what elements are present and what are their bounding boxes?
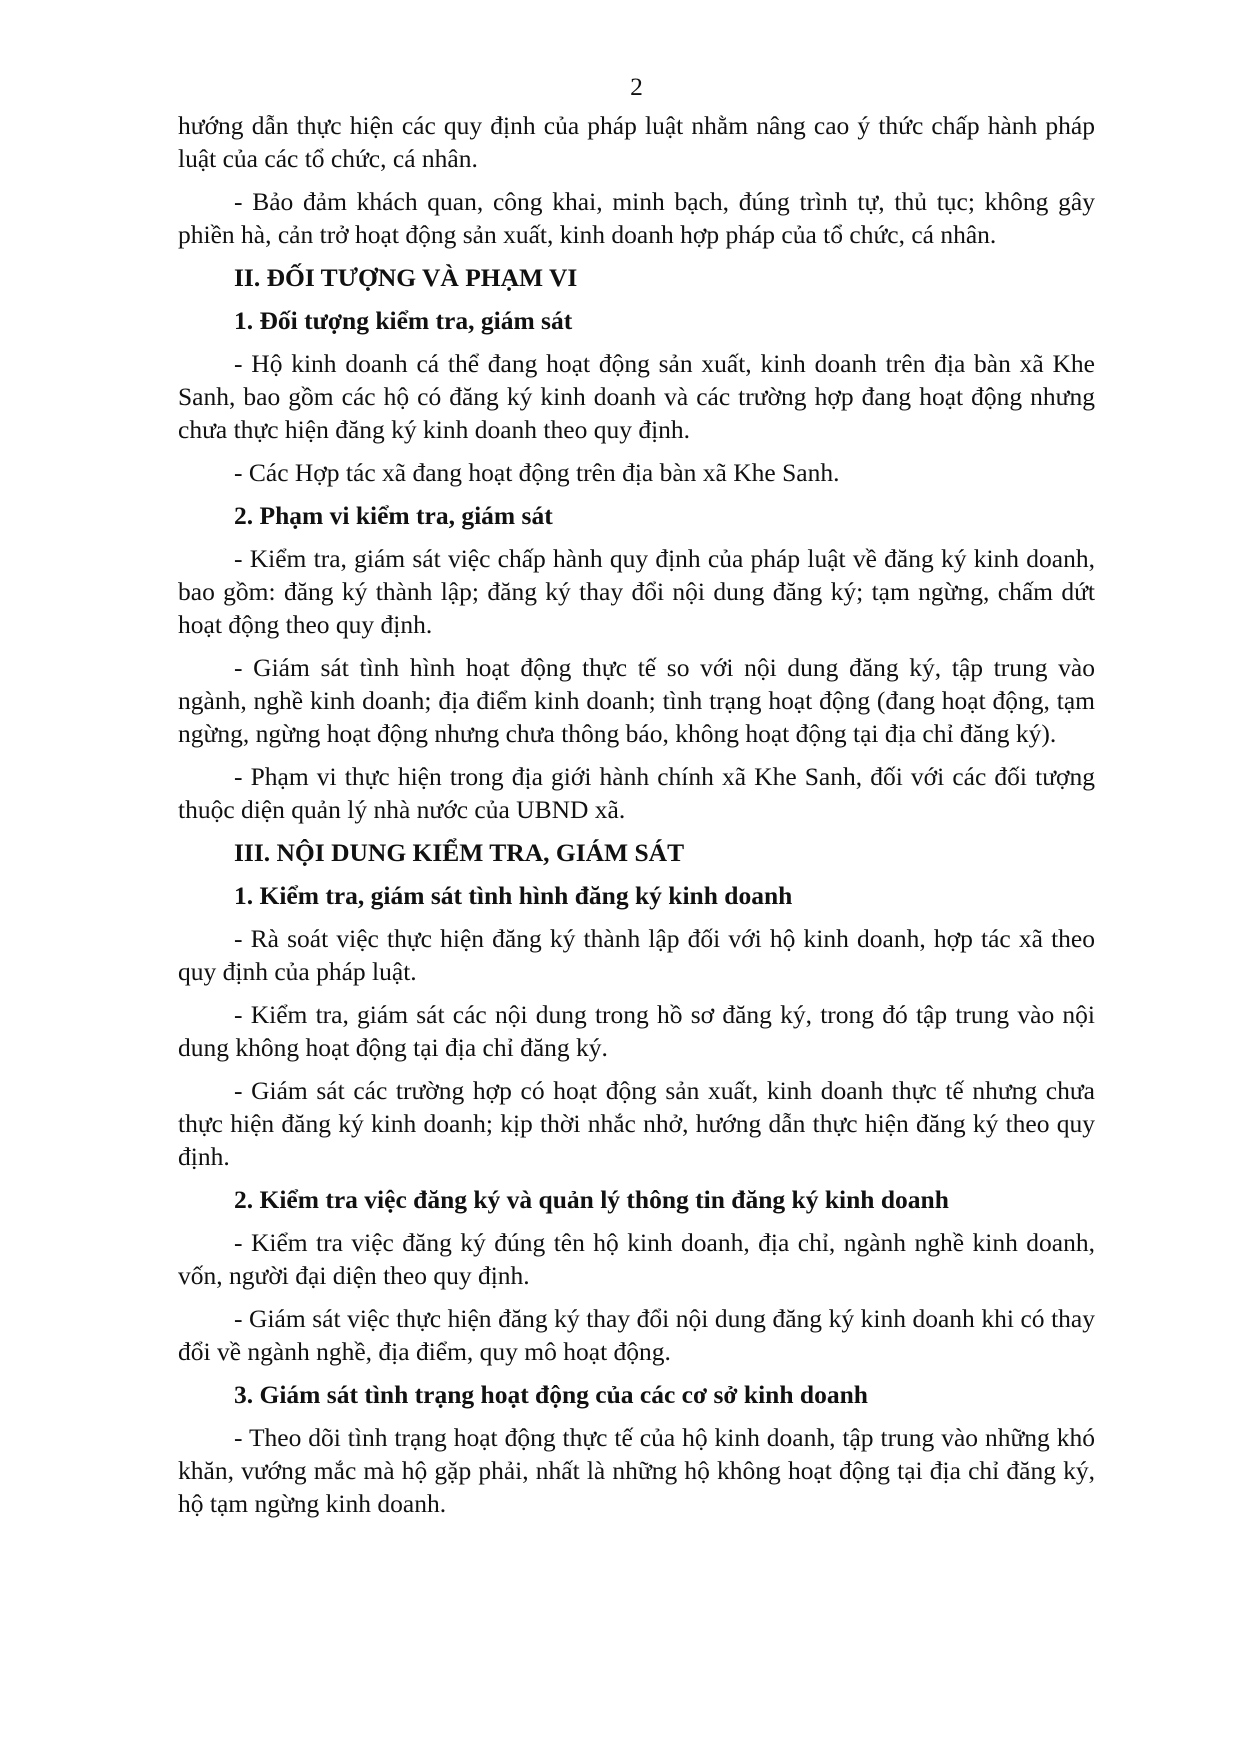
paragraph: - Phạm vi thực hiện trong địa giới hành chính xã Khe Sanh, đối với các đối tượng thuộc diện quản lý nhà nước của UBND xã. bbox=[178, 762, 1095, 824]
subsection-heading: 2. Kiểm tra việc đăng ký và quản lý thông tin đăng ký kinh doanh bbox=[234, 1185, 949, 1214]
document-page bbox=[178, 70, 1095, 1530]
paragraph: - Kiểm tra, giám sát việc chấp hành quy định của pháp luật về đăng ký kinh doanh, bao gồm: đăng ký thành lập; đăng ký thay đổi nội dung đăng ký; tạm ngừng, chấm dứt hoạt động theo quy định. bbox=[178, 544, 1095, 639]
paragraph: - Kiểm tra, giám sát các nội dung trong hồ sơ đăng ký, trong đó tập trung vào nội dung không hoạt động tại địa chỉ đăng ký. bbox=[178, 1000, 1095, 1062]
paragraph: - Rà soát việc thực hiện đăng ký thành lập đối với hộ kinh doanh, hợp tác xã theo quy định của pháp luật. bbox=[178, 924, 1095, 986]
paragraph: - Các Hợp tác xã đang hoạt động trên địa bàn xã Khe Sanh. bbox=[234, 458, 840, 487]
page-number: 2 bbox=[630, 72, 643, 101]
subsection-heading: 3. Giám sát tình trạng hoạt động của các cơ sở kinh doanh bbox=[234, 1380, 868, 1409]
paragraph: - Giám sát các trường hợp có hoạt động sản xuất, kinh doanh thực tế nhưng chưa thực hiện đăng ký kinh doanh; kịp thời nhắc nhở, hướng dẫn thực hiện đăng ký theo quy định. bbox=[178, 1076, 1095, 1171]
paragraph: - Kiểm tra việc đăng ký đúng tên hộ kinh doanh, địa chỉ, ngành nghề kinh doanh, vốn, người đại diện theo quy định. bbox=[178, 1228, 1095, 1290]
subsection-heading: 1. Đối tượng kiểm tra, giám sát bbox=[234, 306, 573, 335]
section-heading: II. ĐỐI TƯỢNG VÀ PHẠM VI bbox=[234, 263, 578, 292]
paragraph: - Theo dõi tình trạng hoạt động thực tế của hộ kinh doanh, tập trung vào những khó khăn, vướng mắc mà hộ gặp phải, nhất là những hộ không hoạt động tại địa chỉ đăng ký, hộ tạm ngừng kinh doanh. bbox=[178, 1423, 1095, 1518]
paragraph: - Giám sát tình hình hoạt động thực tế so với nội dung đăng ký, tập trung vào ngành, nghề kinh doanh; địa điểm kinh doanh; tình trạng hoạt động (đang hoạt động, tạm ngừng, ngừng hoạt động nhưng chưa thông báo, không hoạt động tại địa chỉ đăng ký). bbox=[178, 653, 1095, 748]
subsection-heading: 2. Phạm vi kiểm tra, giám sát bbox=[234, 501, 553, 530]
paragraph: - Hộ kinh doanh cá thể đang hoạt động sản xuất, kinh doanh trên địa bàn xã Khe Sanh, bao gồm các hộ có đăng ký kinh doanh và các trường hợp đang hoạt động nhưng chưa thực hiện đăng ký kinh doanh theo quy định. bbox=[178, 349, 1095, 444]
paragraph: - Bảo đảm khách quan, công khai, minh bạch, đúng trình tự, thủ tục; không gây phiền hà, cản trở hoạt động sản xuất, kinh doanh hợp pháp của tổ chức, cá nhân. bbox=[178, 187, 1095, 249]
document-body bbox=[178, 109, 1095, 1520]
paragraph: - Giám sát việc thực hiện đăng ký thay đổi nội dung đăng ký kinh doanh khi có thay đổi về ngành nghề, địa điểm, quy mô hoạt động. bbox=[178, 1304, 1095, 1366]
subsection-heading: 1. Kiểm tra, giám sát tình hình đăng ký kinh doanh bbox=[234, 881, 793, 910]
paragraph: hướng dẫn thực hiện các quy định của pháp luật nhằm nâng cao ý thức chấp hành pháp luật của các tổ chức, cá nhân. bbox=[178, 111, 1095, 173]
section-heading: III. NỘI DUNG KIỂM TRA, GIÁM SÁT bbox=[234, 838, 685, 867]
